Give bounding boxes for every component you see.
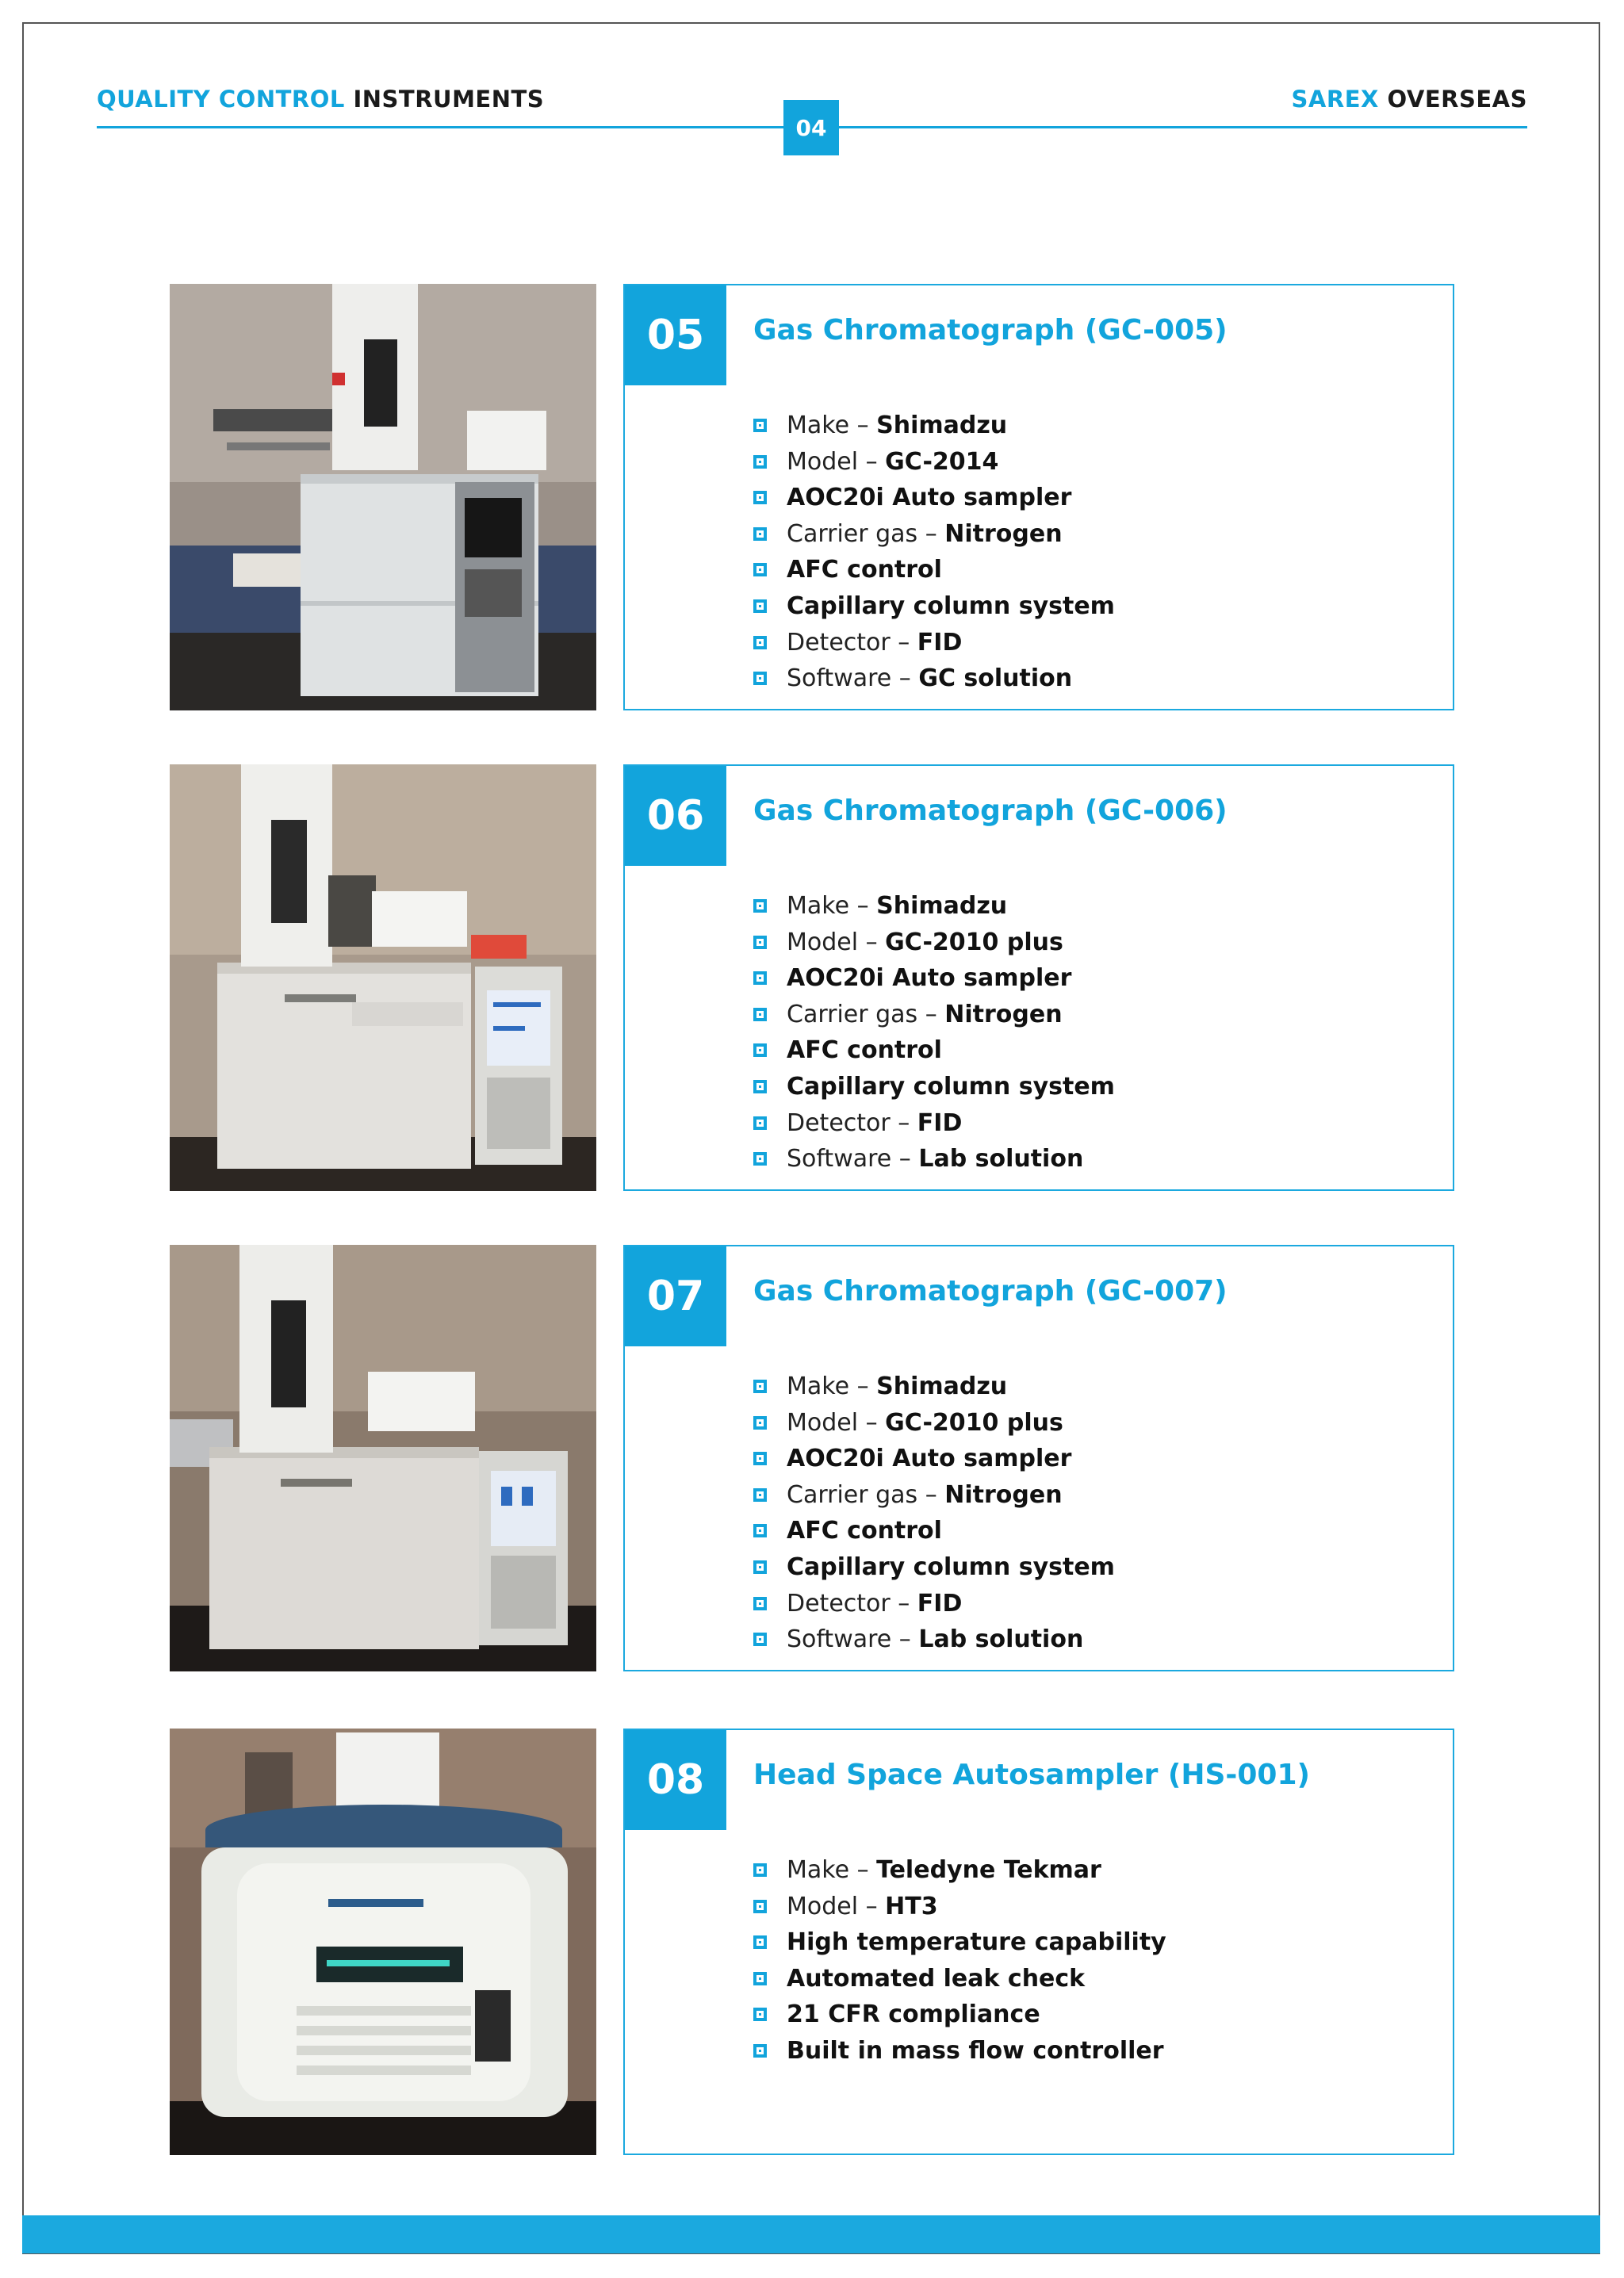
- square-bullet-icon: [753, 1935, 767, 1949]
- instrument-title: Gas Chromatograph (GC-006): [753, 794, 1228, 827]
- square-bullet-icon: [753, 936, 767, 949]
- spec-item: Detector – FID: [753, 1586, 1115, 1622]
- spec-item: AFC control: [753, 1032, 1115, 1069]
- square-bullet-icon: [753, 1008, 767, 1021]
- square-bullet-icon: [753, 491, 767, 504]
- spec-item: Model – HT3: [753, 1889, 1166, 1925]
- square-bullet-icon: [753, 1080, 767, 1093]
- square-bullet-icon: [753, 971, 767, 985]
- spec-item: Built in mass flow controller: [753, 2033, 1166, 2069]
- spec-item: AFC control: [753, 552, 1115, 588]
- header-right-title: [1292, 86, 1527, 113]
- spec-item: AOC20i Auto sampler: [753, 960, 1115, 997]
- square-bullet-icon: [753, 1452, 767, 1465]
- square-bullet-icon: [753, 563, 767, 576]
- spec-item: Model – GC-2014: [753, 444, 1115, 480]
- instrument-card-hs-001: [623, 1729, 1454, 2155]
- instrument-photo-hs-001: [170, 1729, 596, 2155]
- spec-item: AOC20i Auto sampler: [753, 1441, 1115, 1477]
- section-number: 08: [625, 1730, 726, 1830]
- instrument-title: Head Space Autosampler (HS-001): [753, 1759, 1310, 1791]
- spec-item: 21 CFR compliance: [753, 1997, 1166, 2033]
- header-left-dark: INSTRUMENTS: [353, 86, 545, 113]
- instrument-title: Gas Chromatograph (GC-007): [753, 1275, 1228, 1307]
- spec-item: Capillary column system: [753, 1069, 1115, 1105]
- instrument-photo-gc-006: [170, 764, 596, 1191]
- square-bullet-icon: [753, 599, 767, 613]
- spec-item: Make – Shimadzu: [753, 408, 1115, 444]
- instrument-title: Gas Chromatograph (GC-005): [753, 314, 1228, 346]
- header-left-title: [97, 86, 544, 113]
- spec-item: AOC20i Auto sampler: [753, 480, 1115, 516]
- spec-list: [753, 1852, 1166, 2069]
- square-bullet-icon: [753, 2008, 767, 2021]
- spec-item: Automated leak check: [753, 1961, 1166, 1997]
- instrument-photo-gc-005: [170, 284, 596, 710]
- square-bullet-icon: [753, 1900, 767, 1913]
- spec-item: Carrier gas – Nitrogen: [753, 1477, 1115, 1514]
- square-bullet-icon: [753, 1560, 767, 1574]
- spec-list: [753, 888, 1115, 1177]
- instrument-card-gc-006: [623, 764, 1454, 1191]
- square-bullet-icon: [753, 1863, 767, 1877]
- square-bullet-icon: [753, 1416, 767, 1430]
- spec-item: Make – Teledyne Tekmar: [753, 1852, 1166, 1889]
- spec-item: Software – Lab solution: [753, 1621, 1115, 1658]
- spec-item: Make – Shimadzu: [753, 1369, 1115, 1405]
- square-bullet-icon: [753, 1043, 767, 1057]
- spec-item: Detector – FID: [753, 625, 1115, 661]
- instrument-card-gc-007: [623, 1245, 1454, 1671]
- spec-item: Carrier gas – Nitrogen: [753, 516, 1115, 553]
- square-bullet-icon: [753, 1524, 767, 1537]
- spec-item: AFC control: [753, 1513, 1115, 1549]
- header-right-accent: SAREX: [1291, 86, 1379, 113]
- square-bullet-icon: [753, 1488, 767, 1502]
- spec-item: Model – GC-2010 plus: [753, 925, 1115, 961]
- instrument-photo-gc-007: [170, 1245, 596, 1671]
- page-number-badge: 04: [783, 100, 839, 155]
- section-number: 06: [625, 766, 726, 866]
- square-bullet-icon: [753, 1116, 767, 1130]
- square-bullet-icon: [753, 527, 767, 541]
- spec-item: Make – Shimadzu: [753, 888, 1115, 925]
- square-bullet-icon: [753, 899, 767, 913]
- spec-list: [753, 1369, 1115, 1658]
- square-bullet-icon: [753, 636, 767, 649]
- square-bullet-icon: [753, 672, 767, 685]
- header-right-dark: OVERSEAS: [1387, 86, 1527, 113]
- square-bullet-icon: [753, 455, 767, 469]
- spec-item: Capillary column system: [753, 588, 1115, 625]
- spec-list: [753, 408, 1115, 697]
- section-number: 07: [625, 1246, 726, 1346]
- square-bullet-icon: [753, 419, 767, 432]
- instrument-card-gc-005: [623, 284, 1454, 710]
- square-bullet-icon: [753, 1152, 767, 1166]
- spec-item: Model – GC-2010 plus: [753, 1405, 1115, 1441]
- square-bullet-icon: [753, 1972, 767, 1985]
- square-bullet-icon: [753, 1597, 767, 1610]
- spec-item: Software – GC solution: [753, 660, 1115, 697]
- section-number: 05: [625, 285, 726, 385]
- spec-item: Detector – FID: [753, 1105, 1115, 1142]
- footer-bar: [22, 2215, 1600, 2253]
- spec-item: High temperature capability: [753, 1924, 1166, 1961]
- header-left-accent: QUALITY CONTROL: [97, 86, 345, 113]
- square-bullet-icon: [753, 1633, 767, 1646]
- spec-item: Capillary column system: [753, 1549, 1115, 1586]
- square-bullet-icon: [753, 1380, 767, 1393]
- square-bullet-icon: [753, 2044, 767, 2058]
- spec-item: Software – Lab solution: [753, 1141, 1115, 1177]
- spec-item: Carrier gas – Nitrogen: [753, 997, 1115, 1033]
